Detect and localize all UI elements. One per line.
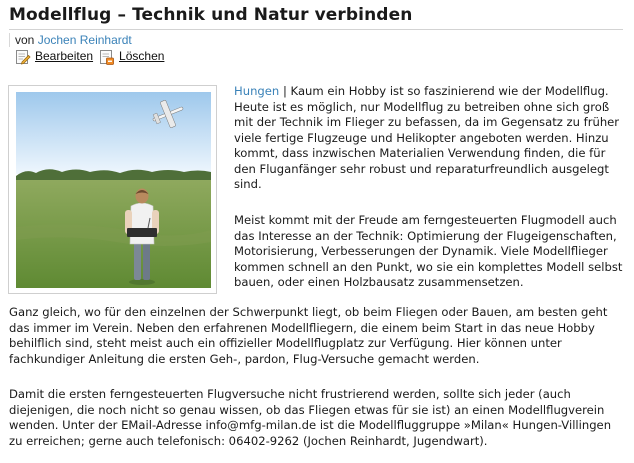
edit-button[interactable]: [15, 48, 93, 65]
article-photo: [8, 85, 217, 294]
paragraph-1-text: Kaum ein Hobby ist so faszinierend wie der Modellflug. Heute ist es möglich, nur Modellflug zu betreiben ohne sich groß mit der Technik im Flieger zu befassen, da im Gegensatz zu früher viele fertige Flugzeuge und Helikopter angeboten werden. Hinzu kommt, dass inzwischen Materialien Verwendung finden, die für den Fluganfänger sehr robust und reparaturfreundlich ausgelegt sind.: [234, 84, 620, 191]
article-paragraph-3: Ganz gleich, wo für den einzelnen der Schwerpunkt liegt, ob beim Fliegen oder Bauen, am besten geht das immer im Verein. Neben den erfahrenen Modellfliegern, die einem beim Start in das neue Hobby behilflich sind, steht meist auch ein offizieller Modellflugplatz zur Verfügung. Hier können unter fachkundiger Anleitung die ersten Geh-, pardon, Flug-Versuche gemacht werden.: [9, 305, 608, 366]
article-paragraph-2: Meist kommt mit der Freude am ferngesteuerten Flugmodell auch das Interesse an der Technik: Optimierung der Flugeigenschaften, Motorisierung, Verbesserungen der Dynamik. Viele Modellflieger kommen schnell an den Punkt, wo sie ein komplettes Modell selbst bauen, oder einen Holzbausatz zusammensetzen.: [234, 213, 623, 289]
article-paragraph-1: [234, 84, 626, 193]
delete-label: Löschen: [119, 49, 165, 63]
author-link[interactable]: Jochen Reinhardt: [37, 33, 132, 47]
byline-prefix: von: [15, 33, 35, 47]
lead-separator: |: [282, 84, 287, 98]
byline: [9, 33, 132, 47]
delete-document-icon: [99, 49, 115, 65]
edit-label: Bearbeiten: [35, 49, 94, 63]
article-title: Modellflug – Technik und Natur verbinden: [9, 5, 413, 25]
edit-pencil-icon: [15, 49, 31, 65]
article-paragraph-4: Damit die ersten ferngesteuerten Flugversuche nicht frustrierend werden, sollte sich jeder (auch diejenigen, die noch nicht so genau wissen, ob das Fliegen etwas für sie ist) an einen Modellflugverein wenden. Unter der EMail-Adresse info@mfg-milan.de ist die Modellfluggruppe »Milan« Hungen-Villingen zu erreichen; gerne auch telefonisch: 06402-9262 (Jochen Reinhardt, Jugendwart).: [9, 387, 612, 448]
model-airplane-photo: [16, 92, 211, 288]
title-divider: [9, 29, 623, 30]
article-actions: [15, 48, 164, 65]
delete-button[interactable]: [99, 48, 164, 65]
place-link[interactable]: Hungen: [234, 84, 280, 98]
